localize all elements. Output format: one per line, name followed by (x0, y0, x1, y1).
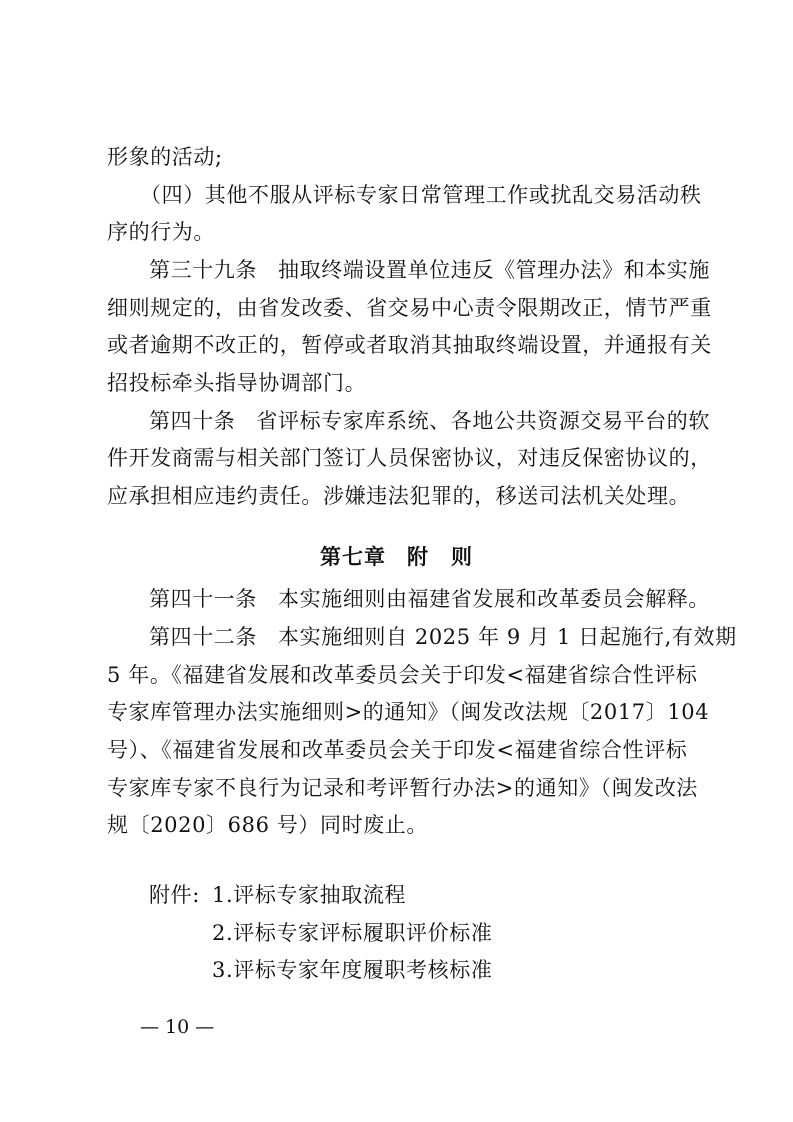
chapter-title: 附 则 (407, 545, 473, 569)
article-40-line (149, 408, 710, 434)
chapter-heading (0, 544, 793, 570)
text-line: 号）、《福建省发展和改革委员会关于印发<福建省综合性评标 (107, 738, 688, 762)
article-41-line (149, 586, 710, 612)
text-line: 件开发商需与相关部门签订人员保密协议，对违反保密协议的， (107, 446, 712, 470)
text-line: 招投标牵头指导协调部门。 (107, 371, 367, 395)
article-text: 本实施细则由福建省发展和改革委员会解释。 (278, 587, 710, 611)
article-label: 第四十条 (149, 409, 236, 433)
text-line: 细则规定的，由省发改委、省交易中心责令限期改正，情节严重 (107, 296, 712, 320)
text-line: 专家库专家不良行为记录和考评暂行办法>的通知》（闽发改法 (107, 776, 698, 800)
attachment-item: 1.评标专家抽取流程 (212, 883, 407, 907)
page-number: — 10 — (140, 1016, 215, 1038)
text-line: 形象的活动; (107, 145, 223, 169)
article-label: 第四十一条 (149, 587, 257, 611)
article-text: 本实施细则自 2025 年 9 月 1 日起施行,有效期 (278, 625, 737, 649)
text-line: （四）其他不服从评标专家日常管理工作或扰乱交易活动秩 (140, 183, 702, 207)
attachment-item: 2.评标专家评标履职评价标准 (212, 921, 493, 945)
article-label: 第三十九条 (149, 258, 257, 282)
attachments-label: 附件: (149, 883, 200, 907)
article-label: 第四十二条 (149, 625, 257, 649)
attachment-item: 3.评标专家年度履职考核标准 (212, 958, 493, 982)
article-42-line (149, 624, 737, 650)
article-text: 省评标专家库系统、各地公共资源交易平台的软 (256, 409, 711, 433)
article-text: 抽取终端设置单位违反《管理办法》和本实施 (278, 258, 710, 282)
text-line: 或者逾期不改正的，暂停或者取消其抽取终端设置，并通报有关 (107, 333, 712, 357)
text-line: 5 年。《福建省发展和改革委员会关于印发<福建省综合性评标 (107, 663, 698, 687)
article-39-line (149, 257, 710, 283)
text-line: 序的行为。 (107, 220, 215, 244)
text-line: 专家库管理办法实施细则>的通知》（闽发改法规〔2017〕104 (107, 700, 710, 724)
text-line: 规〔2020〕686 号）同时废止。 (107, 813, 429, 837)
chapter-label: 第七章 (320, 545, 386, 569)
text-line: 应承担相应违约责任。涉嫌违法犯罪的，移送司法机关处理。 (107, 484, 691, 508)
